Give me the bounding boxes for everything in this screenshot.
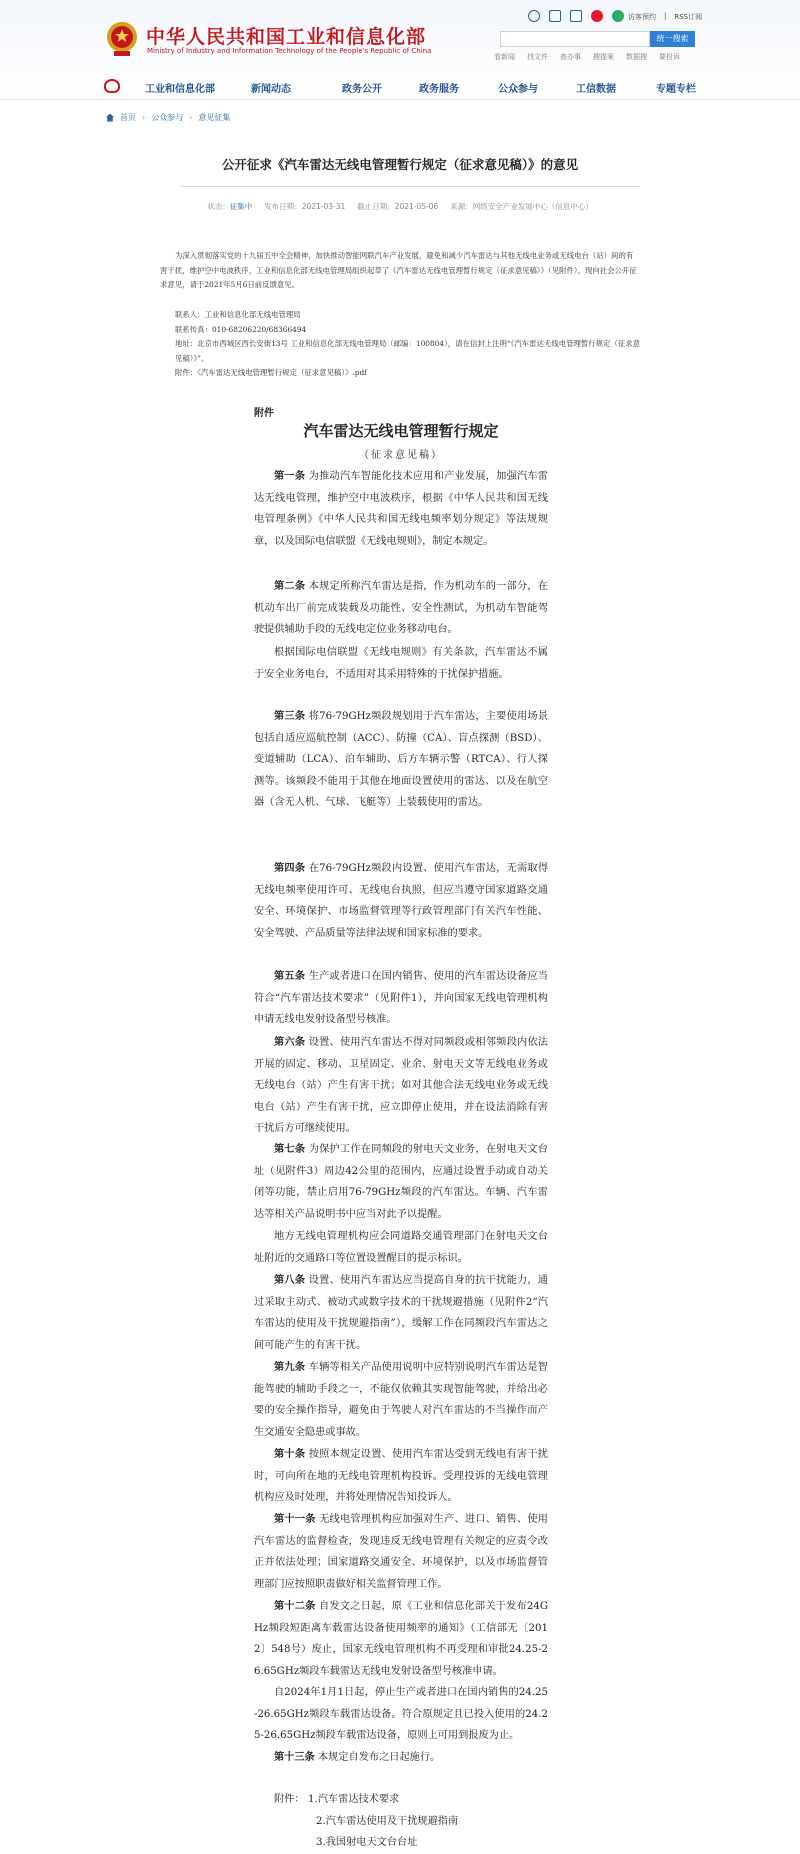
article-paragraph: 第十条 按照本规定设置、使用汽车雷达受到无线电有害干扰时，可向所在地的无线电管理机构投诉。受理投诉的无线电管理机构应及时处理，并将处理情况告知投诉人。: [254, 1448, 548, 1503]
article-paragraph: 第七条 为保护工作在同频段的射电天文业务，在射电天文台址（见附件3）周边42公里的范围内，应通过设置手动或自动关闭等功能，禁止启用76-79GHz频段的汽车雷达。车辆、汽车雷达等相关产品说明书中应当对此予以提醒。: [254, 1143, 548, 1220]
nav-home-logo-icon[interactable]: [104, 79, 120, 93]
article-paragraph: 地方无线电管理机构应会同道路交通管理部门在射电天文台址附近的交通路口等位置设置醒目的提示标识。: [254, 1231, 548, 1264]
intro-paragraph: 为深入贯彻落实党的十九届五中全会精神，加快推动智能网联汽车产业发展，避免和减少汽车雷达与其他无线电业务或无线电台（站）间的有害干扰，维护空中电波秩序，工业和信息化部无线电管理局组织起草了《汽车雷达无线电管理暂行规定（征求意见稿）》（见附件）。现向社会公开征求意见，请于2021年5月6日前反馈意见。: [160, 251, 637, 289]
wechat-icon[interactable]: [612, 10, 624, 22]
nav-item-ministry[interactable]: 工业和信息化部: [145, 84, 215, 95]
mobile-icon[interactable]: [549, 10, 561, 22]
mail-icon[interactable]: [570, 10, 582, 22]
nav-item-data[interactable]: 工信数据: [576, 84, 616, 95]
article-paragraph: 第二条 本规定所称汽车雷达是指，作为机动车的一部分，在机动车出厂前完成装载及功能性、安全性测试，为机动车智能驾驶提供辅助手段的无线电定位业务移动电台。: [254, 580, 548, 635]
article-paragraph: 第九条 车辆等相关产品使用说明中应特别说明汽车雷达是智能驾驶的辅助手段之一，不能仅依赖其实现智能驾驶，并给出必要的安全操作指导，避免由于驾驶人对汽车雷达的不当操作而产生交通安全隐患或事故。: [254, 1361, 548, 1438]
nav-item-news[interactable]: 新闻动态: [251, 84, 291, 95]
source-value: 网络安全产业发展中心（信息中心）: [472, 202, 593, 211]
deadline-date: 2021-05-06: [394, 202, 439, 211]
quick-link-complaints[interactable]: 要投诉: [659, 53, 680, 61]
status-badge: 征集中: [229, 202, 253, 211]
quick-links: [494, 52, 680, 62]
visitor-appointment-link[interactable]: 访客预约: [628, 13, 656, 21]
national-emblem-icon[interactable]: [105, 20, 139, 58]
article-paragraph: 第八条 设置、使用汽车雷达应当提高自身的抗干扰能力，通过采取主动式、被动式或数字技术的干扰规避措施（见附件2“汽车雷达的使用及干扰规避指南”），缓解工作在同频段汽车雷达之间可能产生的有害干扰。: [254, 1274, 548, 1351]
site-header: [0, 0, 800, 100]
contact-info: [175, 308, 640, 381]
source-label: 来源：: [450, 202, 473, 211]
nav-item-special-topics[interactable]: 专题专栏: [656, 84, 696, 95]
article-paragraph: 第一条 为推动汽车智能化技术应用和产业发展，加强汽车雷达无线电管理，维护空中电波秩序，根据《中华人民共和国无线电管理条例》《中华人民共和国无线电频率划分规定》等法规规章，以及国际电信联盟《无线电规则》，制定本规定。: [254, 470, 548, 547]
article-paragraph: 第十二条 自发文之日起，原《工业和信息化部关于发布24GHz频段短距离车载雷达设备使用频率的通知》（工信部无〔2012〕548号）废止，国家无线电管理机构不再受理和审批24.25-26.65GHz频段车载雷达无线电发射设备型号核准申请。: [254, 1600, 548, 1677]
quick-link-services[interactable]: 查办事: [560, 53, 581, 61]
quick-link-files[interactable]: 找文件: [527, 53, 548, 61]
rss-link[interactable]: RSS订阅: [674, 13, 703, 21]
list-item: 1.汽车雷达技术要求: [308, 1794, 400, 1805]
doc-attachment-label: 附件: [254, 408, 274, 419]
breadcrumb-separator-icon: ›: [142, 113, 146, 122]
quick-link-data[interactable]: 数据搜: [626, 53, 647, 61]
deadline-label: 截止日期：: [357, 202, 395, 211]
nav-item-gov-affairs[interactable]: 政务公开: [342, 84, 382, 95]
article-paragraph: 自2024年1月1日起，停止生产或者进口在国内销售的24.25-26.65GHz频段车载雷达设备。符合原规定且已投入使用的24.25-26.65GHz频段车载雷达设备，原则上可用到报废为止。: [254, 1687, 548, 1741]
site-title[interactable]: 中华人民共和国工业和信息化部: [146, 26, 427, 48]
top-links: [628, 12, 702, 22]
article-paragraph: 第三条 将76-79GHz频段规划用于汽车雷达，主要使用场景包括自适应巡航控制（ACC）、防撞（CA）、盲点探测（BSD）、变道辅助（LCA）、泊车辅助、后方车辆示警（RTCA）、行人探测等。该频段不能用于其他在地面设置使用的雷达、以及在航空器（含无人机、气球、飞艇等）上装载使用的雷达。: [254, 710, 549, 808]
article-paragraph: 第五条 生产或者进口在国内销售、使用的汽车雷达设备应当符合“汽车雷达技术要求”（见附件1），并向国家无线电管理机构申请无线电发射设备型号核准。: [254, 970, 548, 1025]
breadcrumb-consultation[interactable]: 意见征集: [198, 113, 231, 122]
article-meta: [0, 201, 800, 212]
contact-fax: 联系传真：010-68206220/68366494: [175, 324, 307, 334]
publish-date: 2021-03-31: [301, 202, 346, 211]
doc-subtitle: （征求意见稿）: [359, 450, 443, 461]
article-paragraph: 第十一条 无线电管理机构应加强对生产、进口、销售、使用汽车雷达的监督检查，发现违反无线电管理有关规定的应责令改正并依法处理；国家道路交通安全、环境保护，以及市场监督管理部门应按照职责做好相关监督管理工作。: [254, 1513, 548, 1590]
breadcrumb: [106, 112, 230, 123]
attachments-list: [308, 1789, 458, 1854]
weibo-icon[interactable]: [591, 10, 603, 22]
home-icon: [106, 114, 114, 122]
top-icon-bar: [528, 10, 624, 22]
quick-link-proposals[interactable]: 搜提案: [593, 53, 614, 61]
contact-person: 联系人：工业和信息化部无线电管理局: [175, 310, 301, 319]
page-title: 公开征求《汽车雷达无线电管理暂行规定（征求意见稿）》的意见: [221, 157, 579, 172]
title-divider: [180, 186, 640, 187]
quick-link-news[interactable]: 看新闻: [494, 53, 515, 61]
list-item: 3.我国射电天文台台址: [316, 1837, 418, 1848]
breadcrumb-separator-icon: ›: [189, 113, 193, 122]
nav-item-gov-services[interactable]: 政务服务: [419, 84, 459, 95]
doc-title: 汽车雷达无线电管理暂行规定: [303, 422, 499, 440]
article-paragraph: 第十三条 本规定自发布之日起施行。: [274, 1751, 441, 1763]
accessibility-icon[interactable]: [528, 10, 540, 22]
main-nav: [0, 74, 800, 100]
breadcrumb-public-participation[interactable]: 公众参与: [151, 113, 184, 122]
nav-item-public-participation[interactable]: 公众参与: [498, 84, 538, 95]
search-button[interactable]: 统一搜索: [650, 31, 695, 47]
status-label: 状态：: [207, 202, 230, 211]
site-subtitle: Ministry of Industry and Information Technology of the People's Republic of China: [147, 47, 432, 55]
article-paragraph: 第四条 在76-79GHz频段内设置、使用汽车雷达，无需取得无线电频率使用许可、无线电台执照，但应当遵守国家道路交通安全、环境保护、市场监督管理等行政管理部门有关汽车性能、安全驾驶、产品质量等法律法规和国家标准的要求。: [254, 862, 549, 939]
list-item: 2.汽车雷达使用及干扰规避指南: [316, 1815, 459, 1827]
attachments-label: 附件：: [274, 1794, 305, 1805]
attachment-link[interactable]: 附件：《汽车雷达无线电管理暂行规定（征求意见稿）》.pdf: [175, 368, 367, 377]
contact-address: 地址：北京市西城区西长安街13号 工业和信息化部无线电管理局（邮编：100804），请在信封上注明“《汽车雷达无线电管理暂行规定（征求意见稿）》”。: [175, 339, 641, 363]
top-links-separator: |: [664, 12, 667, 20]
publish-date-label: 发布日期：: [264, 202, 302, 211]
article-paragraph: 第六条 设置、使用汽车雷达不得对同频段或相邻频段内依法开展的固定、移动、卫星固定、业余、射电天文等无线电业务或无线电台（站）产生有害干扰；如对其他合法无线电业务或无线电台（站）产生有害干扰，应立即停止使用，并在设法消除有害干扰后方可继续使用。: [254, 1036, 548, 1134]
article-paragraph: 根据国际电信联盟《无线电规则》有关条款，汽车雷达不属于安全业务电台，不适用对其采用特殊的干扰保护措施。: [254, 647, 548, 680]
breadcrumb-home[interactable]: 首页: [120, 113, 136, 122]
search-input[interactable]: [500, 31, 650, 47]
nav-items: [145, 80, 696, 95]
